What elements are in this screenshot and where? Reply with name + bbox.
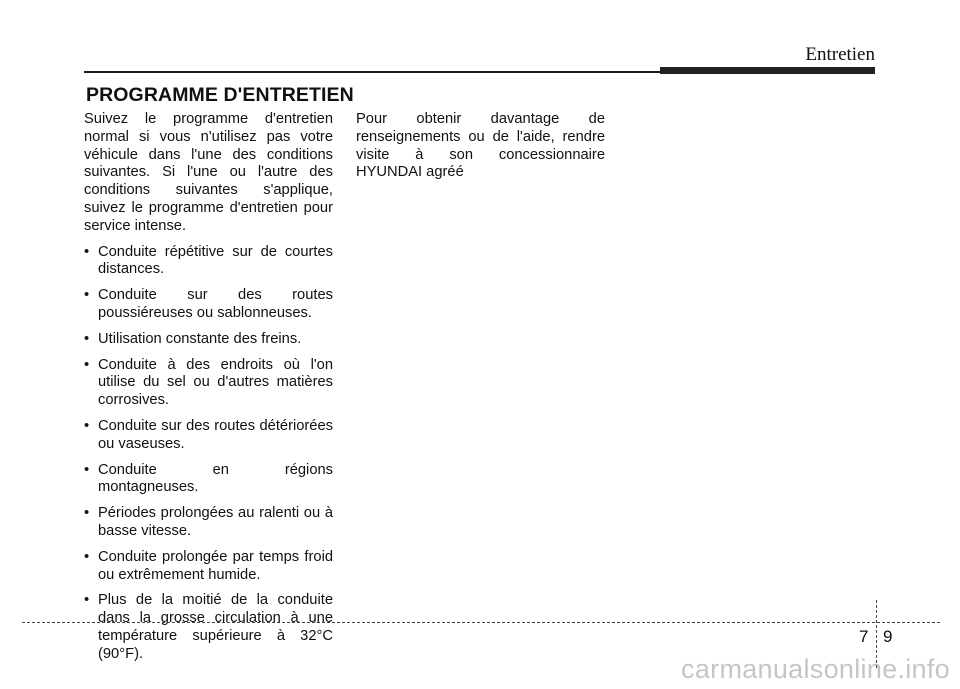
list-item-text: Conduite répétitive sur de courtes distances. (98, 243, 333, 278)
list-item-text: Utilisation constante des freins. (98, 330, 302, 347)
section-title: PROGRAMME D'ENTRETIEN (86, 84, 354, 106)
list-item (84, 549, 333, 585)
bullet-icon: • (84, 287, 90, 304)
list-item-text: Plus de la moitié de la conduite dans la grosse circulation à une température supérieure à 32°C (90°F). (98, 592, 333, 662)
left-column (84, 111, 333, 672)
chapter-number: 7 (859, 627, 869, 646)
list-item-text: Conduite prolongée par temps froid ou extrêmement humide. (98, 548, 333, 583)
list-item-text: Conduite à des endroits où l'on utilise du sel ou d'autres matières corrosives. (98, 356, 333, 409)
list-item (84, 244, 333, 280)
list-item (84, 592, 333, 663)
bullet-icon: • (84, 548, 90, 565)
bullet-icon: • (84, 356, 90, 373)
page-number: 9 (883, 627, 893, 646)
footer-rule (22, 622, 940, 623)
list-item (84, 462, 333, 498)
running-header-title: Entretien (805, 44, 875, 65)
dealer-paragraph: Pour obtenir davantage de renseignements ou de l'aide, rendre visite à son concessionnaire HYUNDAI agréé (356, 111, 605, 181)
list-item-text: Périodes prolongées au ralenti ou à basse vitesse. (98, 505, 333, 539)
list-item (84, 331, 333, 349)
bullet-icon: • (84, 330, 90, 347)
list-item-text: Conduite sur des routes détériorées ou vaseuses. (98, 417, 333, 452)
list-item (84, 357, 333, 410)
bullet-icon: • (84, 592, 90, 609)
bullet-icon: • (84, 505, 90, 522)
list-item (84, 418, 333, 454)
header-rule-thin (84, 71, 660, 73)
list-item (84, 505, 333, 541)
bullet-icon: • (84, 243, 90, 260)
header-rule-thick (660, 67, 875, 74)
intro-paragraph: Suivez le programme d'entretien normal si vous n'utilisez pas votre véhicule dans l'une des conditions suivantes. Si l'une ou l'autre des conditions suivantes s'applique, suivez le programme d'entretien pour service intense. (84, 111, 333, 234)
bullet-icon: • (84, 417, 90, 434)
right-column (356, 111, 605, 182)
list-item-text: Conduite en régions montagneuses. (98, 461, 333, 496)
bullet-icon: • (84, 461, 90, 478)
watermark: carmanualsonline.info (681, 654, 950, 684)
list-item-text: Conduite sur des routes poussiéreuses ou sablonneuses. (98, 287, 333, 321)
list-item (84, 287, 333, 323)
conditions-list (84, 244, 333, 664)
